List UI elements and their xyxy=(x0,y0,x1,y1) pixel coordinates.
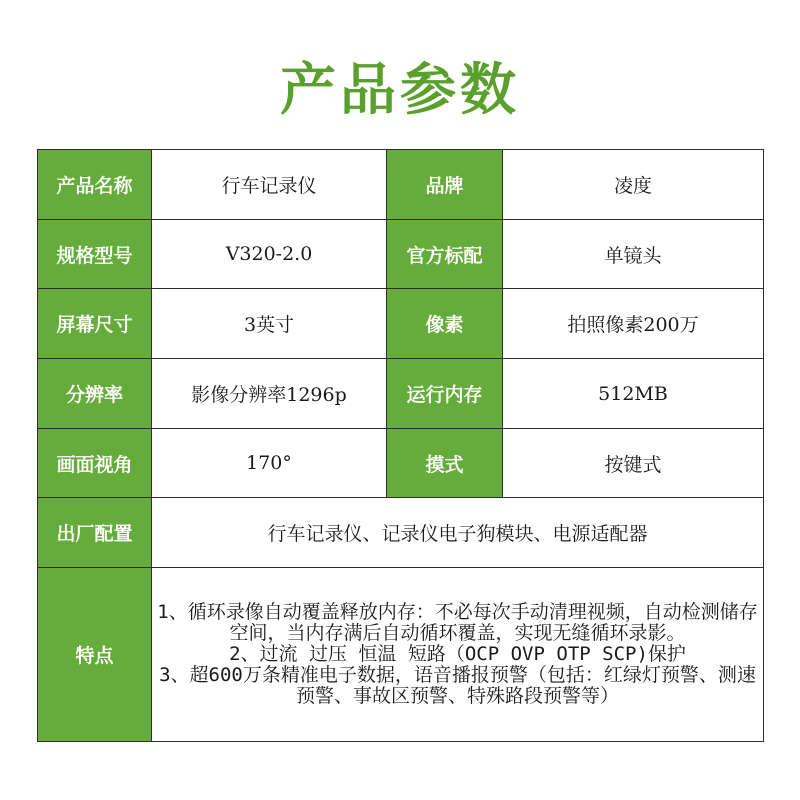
table-row xyxy=(38,359,764,429)
label-model: 规格型号 xyxy=(38,220,152,289)
value-memory: 512MB xyxy=(503,359,764,429)
label-memory: 运行内存 xyxy=(387,359,503,429)
label-package: 出厂配置 xyxy=(38,498,152,568)
value-brand: 凌度 xyxy=(503,150,764,220)
feature-line-1: 1、循环录像自动覆盖释放内存：不必每次手动清理视频，自动检测储存空间，当内存满后自动循环覆盖，实现无缝循环录影。 xyxy=(157,601,758,644)
table-row xyxy=(38,568,764,742)
label-screen-size: 屏幕尺寸 xyxy=(38,289,152,359)
value-mode: 按键式 xyxy=(503,429,764,498)
label-pixels: 像素 xyxy=(387,289,503,359)
value-standard-kit: 单镜头 xyxy=(503,220,764,289)
value-product-name: 行车记录仪 xyxy=(152,150,387,220)
table-row xyxy=(38,150,764,220)
value-screen-size: 3英寸 xyxy=(152,289,387,359)
value-resolution: 影像分辨率1296p xyxy=(152,359,387,429)
feature-line-3: 3、超600万条精准电子数据，语音播报预警（包括：红绿灯预警、测速预警、事故区预警、特殊路段预警等） xyxy=(159,664,756,707)
table-row xyxy=(38,429,764,498)
label-standard-kit: 官方标配 xyxy=(387,220,503,289)
spec-table xyxy=(37,149,764,742)
label-brand: 品牌 xyxy=(387,150,503,220)
table-row xyxy=(38,289,764,359)
label-product-name: 产品名称 xyxy=(38,150,152,220)
label-resolution: 分辨率 xyxy=(38,359,152,429)
table-row xyxy=(38,498,764,568)
label-features: 特点 xyxy=(38,568,152,742)
feature-line-2: 2、过流 过压 恒温 短路（OCP OVP OTP SCP)保护 xyxy=(229,643,686,665)
value-package: 行车记录仪、记录仪电子狗模块、电源适配器 xyxy=(152,498,764,568)
value-view-angle: 170° xyxy=(152,429,387,498)
table-row xyxy=(38,220,764,289)
page-title: 产品参数 xyxy=(280,58,520,123)
value-model: V320-2.0 xyxy=(152,220,387,289)
value-features xyxy=(152,568,764,742)
label-view-angle: 画面视角 xyxy=(38,429,152,498)
value-pixels: 拍照像素200万 xyxy=(503,289,764,359)
label-mode: 摸式 xyxy=(387,429,503,498)
